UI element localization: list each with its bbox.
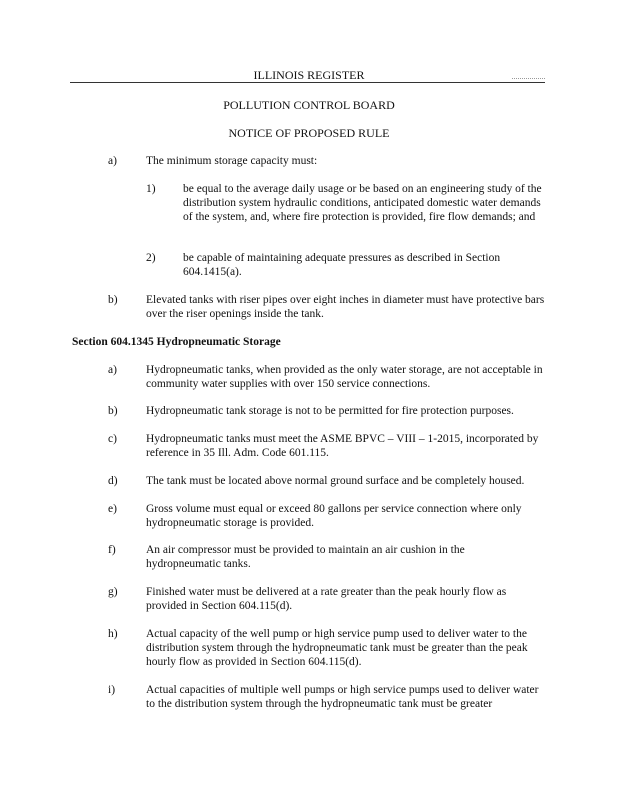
header-faint-rule (512, 78, 545, 79)
list-item-text: be equal to the average daily usage or be based on an engineering study of the distribution system hydraulic conditions, anticipated domestic water demands of the system, and, where fire protection is provided, fire flow demands; and (183, 183, 542, 223)
section-item-text: Actual capacity of the well pump or high service pump used to deliver water to the distribution system through the hydropneumatic tank must be greater than the peak hourly flow as provided in Section 604.115(d). (146, 628, 528, 668)
section-item-text: Hydropneumatic tank storage is not to be permitted for fire protection purposes. (146, 405, 514, 417)
section-item-label: i) (108, 684, 116, 696)
notice-title: NOTICE OF PROPOSED RULE (228, 126, 390, 140)
part-b-text: Elevated tanks with riser pipes over eight inches in diameter must have protective bars over the riser openings inside the tank. (146, 294, 545, 320)
section-item-text: Actual capacities of multiple well pumps or high service pumps used to deliver water to the distribution system through the hydropneumatic tank must be greater (146, 684, 539, 710)
section-item-label: e) (108, 503, 117, 515)
section-item-label: h) (108, 628, 118, 640)
list-item-label: 1) (146, 183, 156, 195)
list-item-label: 2) (146, 252, 156, 264)
section-item-text: Gross volume must equal or exceed 80 gallons per service connection where only hydropneumatic storage is provided. (146, 503, 522, 529)
part-b-label: b) (108, 294, 118, 306)
header-rule (70, 82, 545, 83)
part-a-text: The minimum storage capacity must: (146, 155, 318, 167)
section-item-text: Hydropneumatic tanks must meet the ASME BPVC – VIII – 1-2015, incorporated by reference in 35 Ill. Adm. Code 601.115. (146, 433, 539, 459)
section-item-text: Finished water must be delivered at a rate greater than the peak hourly flow as provided in Section 604.115(d). (146, 586, 507, 612)
section-item-label: b) (108, 405, 118, 417)
section-item-text: Hydropneumatic tanks, when provided as the only water storage, are not acceptable in community water supplies with over 150 service connections. (146, 364, 543, 390)
section-item-label: g) (108, 586, 118, 598)
part-a-label: a) (108, 155, 117, 167)
section-item-label: a) (108, 364, 117, 376)
list-item-text: be capable of maintaining adequate pressures as described in Section 604.1415(a). (183, 252, 501, 278)
section-item-label: c) (108, 433, 117, 445)
board-title: POLLUTION CONTROL BOARD (223, 98, 395, 112)
register-title: ILLINOIS REGISTER (253, 68, 365, 82)
section-item-label: f) (108, 544, 116, 556)
section-heading: Section 604.1345 Hydropneumatic Storage (72, 336, 281, 348)
section-item-label: d) (108, 475, 118, 487)
section-item-text: An air compressor must be provided to maintain an air cushion in the hydropneumatic tanks. (146, 544, 465, 570)
section-item-text: The tank must be located above normal ground surface and be completely housed. (146, 475, 525, 487)
